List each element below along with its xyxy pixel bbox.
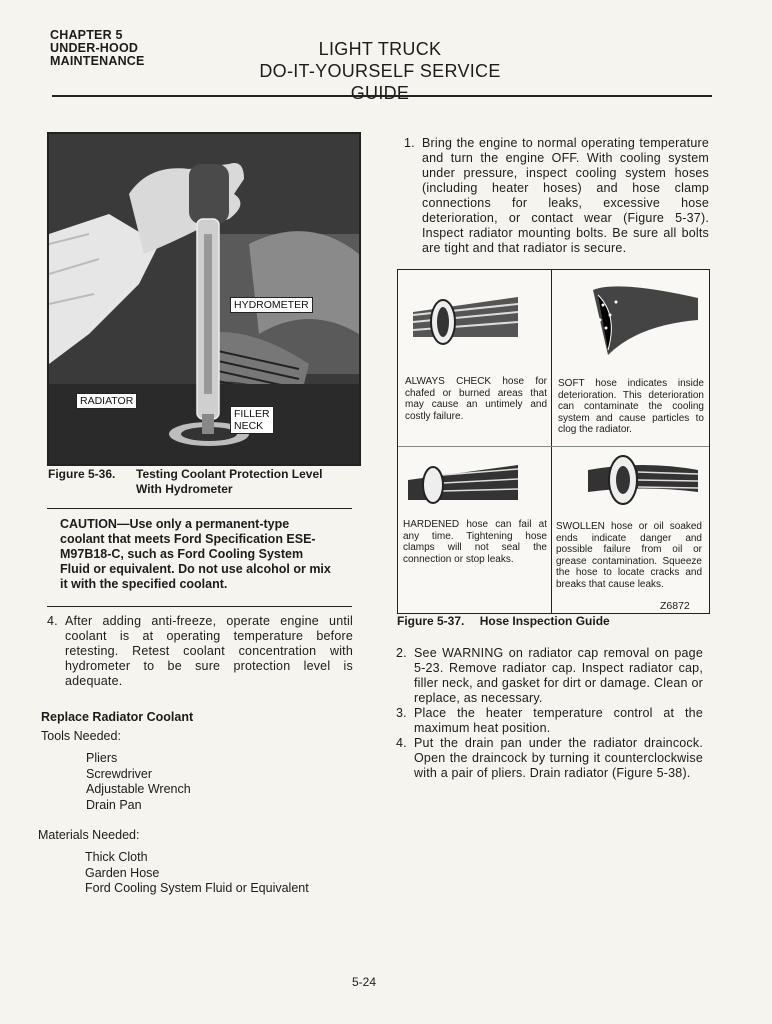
caution-bottom-rule [47,606,352,607]
hose-cell-always-check: ALWAYS CHECK hose for chafed or burned areas that may cause an untimely and costly failure. [405,376,547,422]
figure-37-title: Hose Inspection Guide [479,614,610,628]
grid-divider-horizontal [398,446,709,447]
caution-top-rule [47,508,352,509]
title-line: LIGHT TRUCK [318,39,442,59]
caution-line: coolant that meets Ford Specification ESE- [60,532,316,546]
step-text: See WARNING on radiator cap removal on page 5-23. Remove radiator cap. Inspect radiator cap, filler neck, and gasket for dirt or damage. Clean or replace, as necessary. [414,646,703,705]
material-item: Thick Cloth [85,850,148,864]
material-item: Garden Hose [85,865,160,880]
chapter-line: UNDER-HOOD [50,41,139,55]
caution-line: CAUTION—Use only a permanent-type [60,517,290,531]
figure-36-caption [48,467,358,497]
tool-item: Pliers [86,751,118,765]
chapter-line: MAINTENANCE [50,54,145,68]
filler-neck-line: FILLER [234,408,270,420]
page-number: 5-24 [352,975,377,989]
tool-item: Adjustable Wrench [86,782,191,796]
step-number: 3. [396,706,407,720]
hose-cell-hardened: HARDENED hose can fail at any time. Tightening hose clamps will not seal the connection or stop leaks. [403,519,547,565]
tool-item: Drain Pan [86,797,142,812]
figure-36-title-line: With Hydrometer [136,482,233,496]
step-text: Place the heater temperature control at the maximum heat position. [414,706,703,735]
hose-cell-soft: SOFT hose indicates inside deterioration. This deterioration can contaminate the cooling system and cause particles to clog the radiator. [558,378,704,435]
figure-37-number: Figure 5-37. [397,614,465,628]
hose-cell-swollen: SWOLLEN hose or oil soaked ends indicate danger and possible failure from oil or grease contamination. Squeeze the hose to locate cracks and breaks that cause leaks. [556,521,702,590]
title-line: DO-IT-YOURSELF SERVICE GUIDE [259,61,501,103]
chafed-hose-icon [403,282,523,357]
step-number: 1. [404,136,415,150]
chapter-label [50,29,145,68]
section-heading: Replace Radiator Coolant [41,710,194,724]
hardened-hose-icon [403,455,523,505]
right-step-1 [404,136,709,256]
step-text: Bring the engine to normal operating temperature and turn the engine OFF. With cooling system under pressure, inspect cooling system hoses (including heater hoses) and hose clamp connections for leaks, excessive hose deterioration, or contact wear (Figure 5-37). Inspect radiator mounting bolts. Be sure all bolts are tight and that radiator is secure. [422,136,709,255]
figure-37-caption [397,614,610,629]
radiator-callout: RADIATOR [76,393,137,409]
caution-note [60,517,342,592]
step-number: 4. [396,736,407,750]
chapter-line: CHAPTER 5 [50,28,123,42]
caution-line: Fluid or equivalent. Do not use alcohol or mix [60,562,331,576]
tools-label: Tools Needed: [41,729,121,743]
step-number: 4. [47,614,58,628]
figure-36-number: Figure 5-36. [48,467,116,481]
step-number: 2. [396,646,407,660]
tools-list [86,751,191,813]
swollen-hose-icon [583,450,703,510]
step-text: After adding anti-freeze, operate engine until coolant is at operating temperature before retesting. Retest coolant concentration with hydrometer to be sure protection level is adequate. [65,614,353,688]
filler-neck-line: NECK [234,420,264,432]
materials-label: Materials Needed: [38,828,140,842]
materials-list [85,850,309,897]
header-rule [52,95,712,97]
right-step-3 [396,706,703,736]
grid-divider-vertical [551,270,552,613]
hydrometer-callout: HYDROMETER [230,297,313,313]
caution-line: it with the specified coolant. [60,577,228,591]
material-item: Ford Cooling System Fluid or Equivalent [85,881,309,895]
hydrometer-photo [47,132,361,466]
figure-36-title [136,467,322,497]
step-text: Put the drain pan under the radiator draincock. Open the draincock by turning it counterclockwise with a pair of pliers. Drain radiator (Figure 5-38). [414,736,703,780]
figure-36-title-line: Testing Coolant Protection Level [136,467,323,481]
tool-item: Screwdriver [86,766,152,781]
soft-hose-icon [588,280,698,360]
caution-line: M97B18-C, such as Ford Cooling System [60,547,304,561]
right-steps [396,646,703,781]
hose-inspection-guide [397,269,710,614]
filler-neck-callout [230,406,274,434]
right-step-4 [396,736,703,781]
left-step-4 [47,614,353,689]
right-step-2 [396,646,703,706]
figure-code: Z6872 [660,600,690,612]
